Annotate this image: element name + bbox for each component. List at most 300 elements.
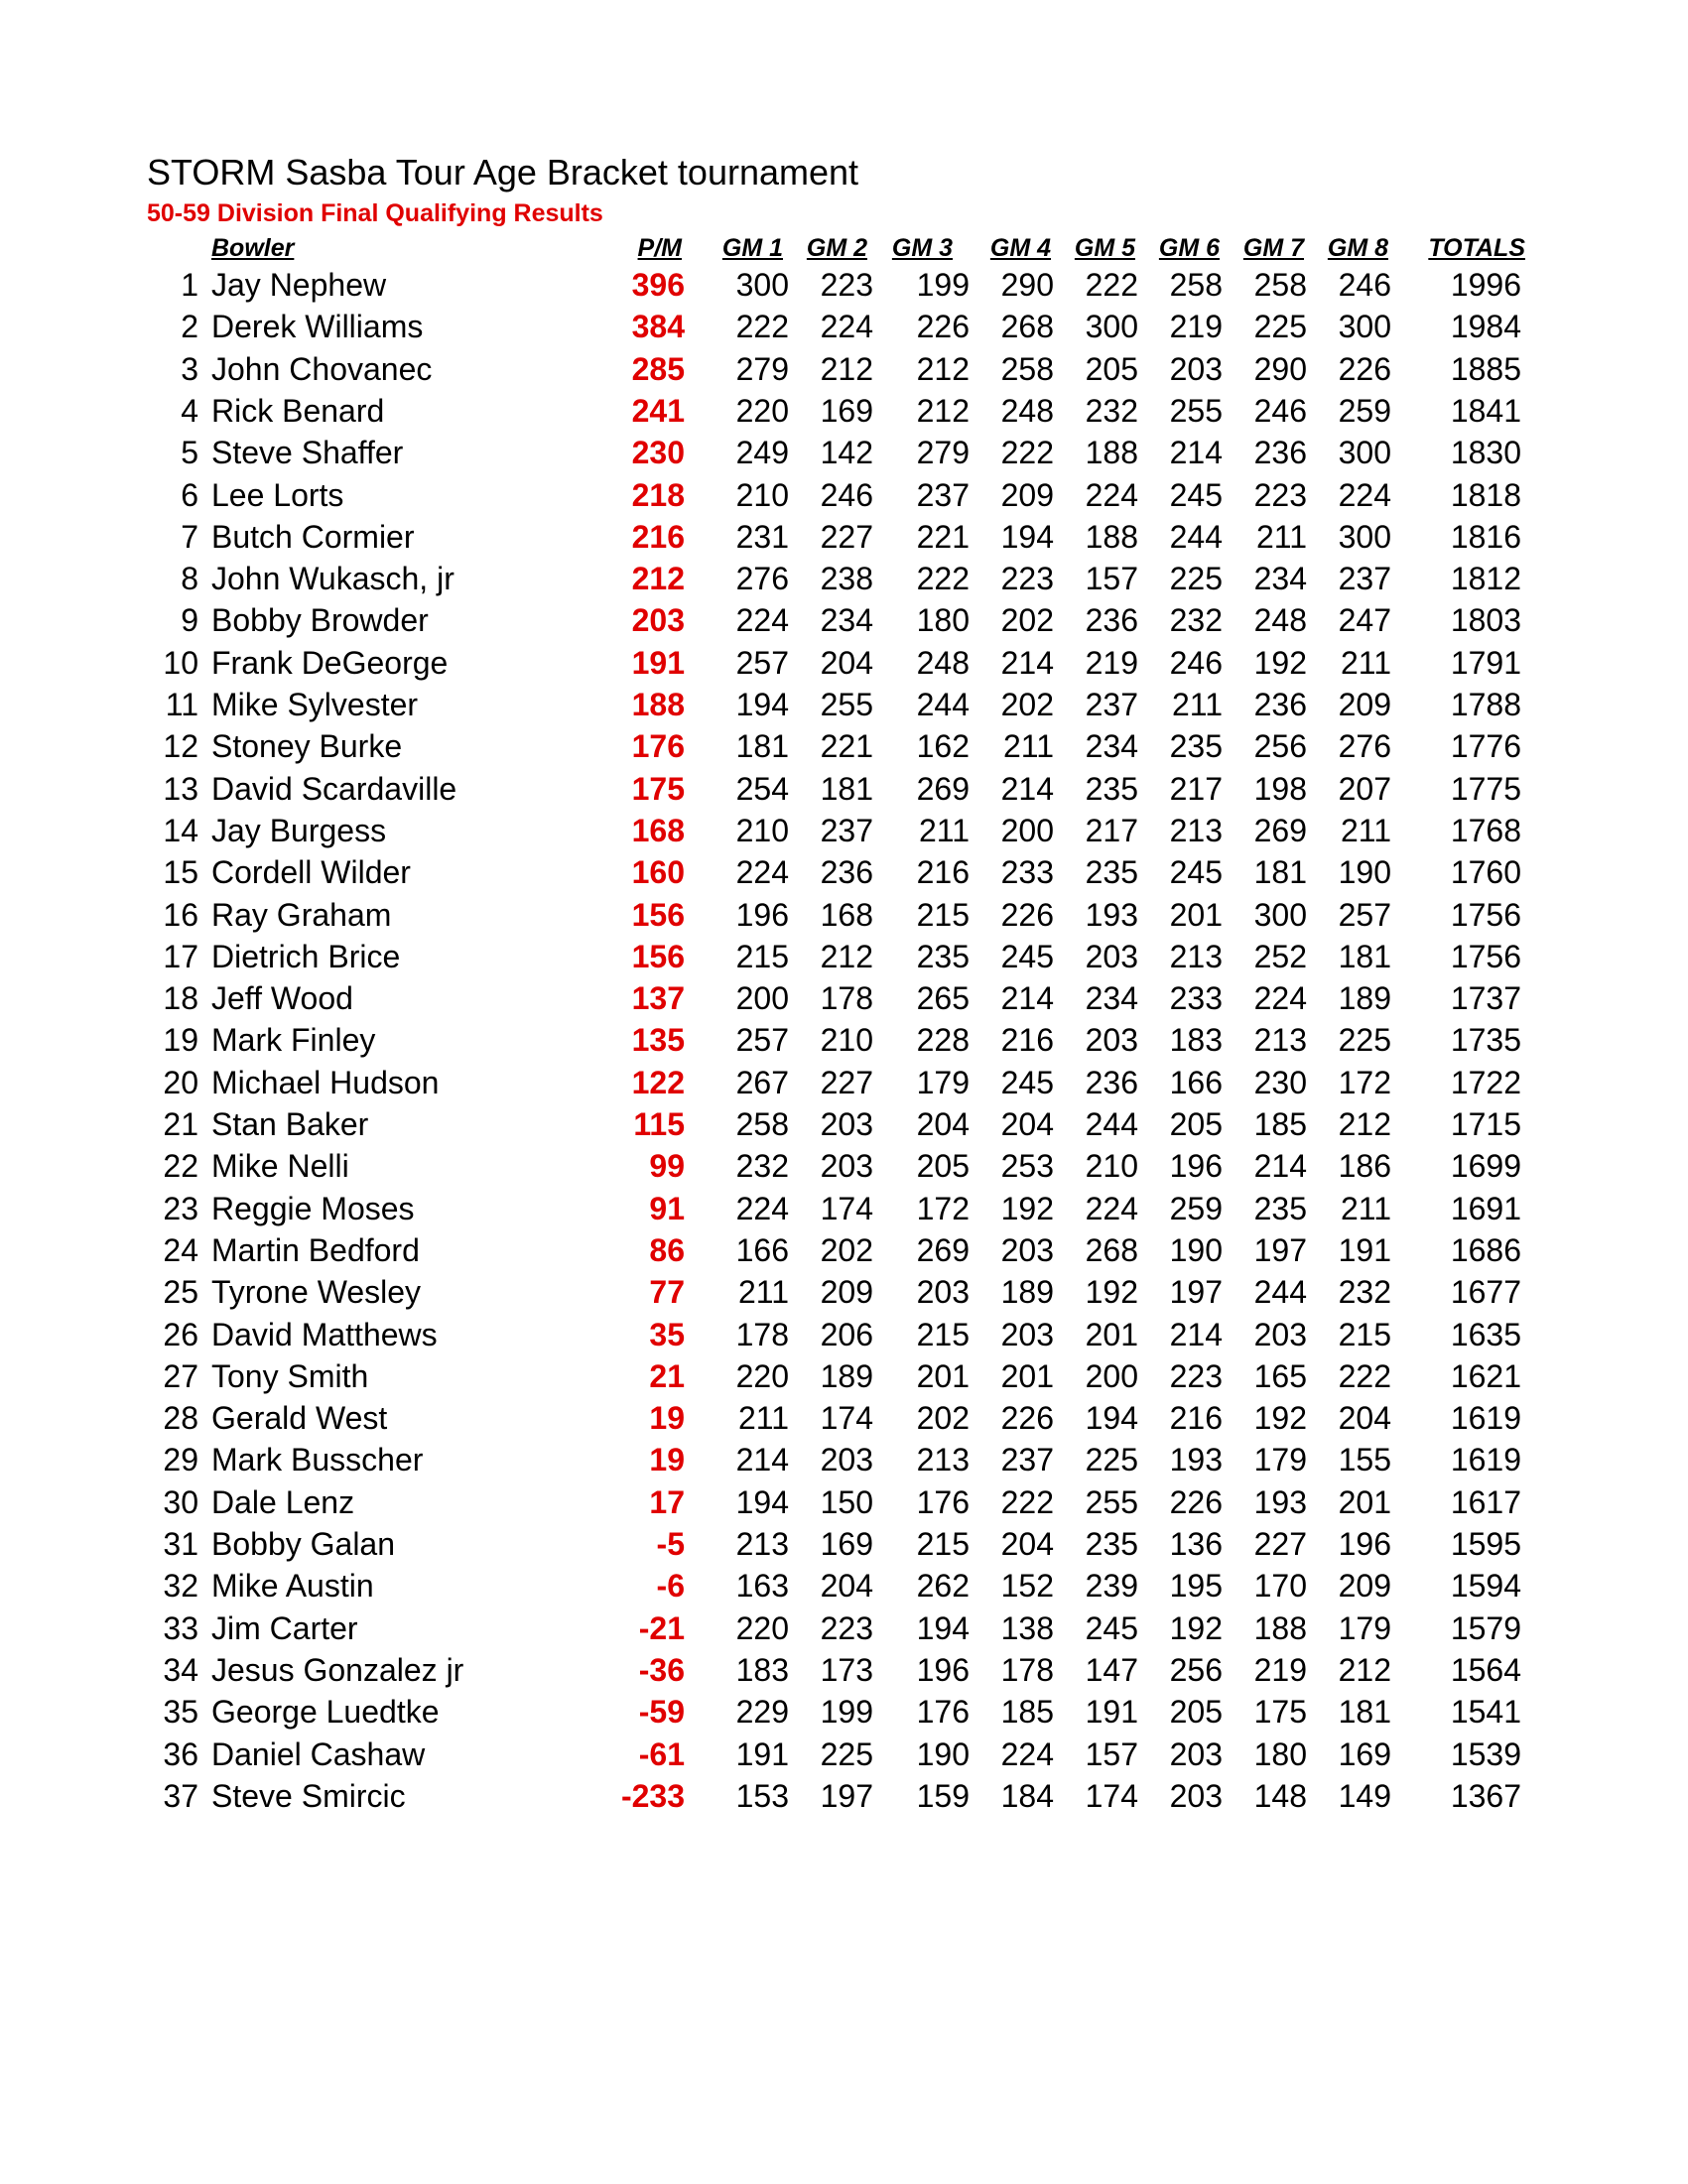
total-cell: 1788 bbox=[1450, 687, 1521, 722]
game-5-cell: 255 bbox=[1085, 1483, 1138, 1520]
table-row bbox=[0, 1523, 1688, 1565]
table-row bbox=[0, 936, 1688, 977]
header-gm-3: GM 3 bbox=[891, 234, 953, 262]
game-1-cell: 224 bbox=[735, 1190, 789, 1226]
game-1-cell: 211 bbox=[737, 1400, 789, 1437]
game-7-cell: 234 bbox=[1253, 561, 1307, 597]
bowler-name-cell: John Wukasch, jr bbox=[211, 561, 454, 597]
rank-cell: 14 bbox=[163, 812, 198, 848]
game-6-cell: 201 bbox=[1169, 896, 1223, 933]
rank-cell: 27 bbox=[163, 1357, 198, 1394]
game-7-cell: 223 bbox=[1253, 476, 1307, 513]
game-3-cell: 237 bbox=[916, 476, 970, 513]
game-5-cell: 174 bbox=[1085, 1777, 1138, 1814]
game-1-cell: 191 bbox=[735, 1735, 789, 1772]
header-pm: P/M bbox=[637, 234, 682, 262]
game-3-cell: 211 bbox=[918, 812, 970, 848]
results-table bbox=[0, 232, 1688, 1820]
game-5-cell: 236 bbox=[1085, 1064, 1138, 1100]
bowler-name-cell: Stan Baker bbox=[211, 1106, 369, 1142]
game-4-cell: 204 bbox=[1000, 1526, 1054, 1562]
game-6-cell: 193 bbox=[1169, 1442, 1223, 1478]
game-4-cell: 214 bbox=[1000, 644, 1054, 681]
total-cell: 1776 bbox=[1450, 728, 1521, 765]
rank-cell: 18 bbox=[163, 980, 198, 1017]
game-6-cell: 205 bbox=[1169, 1694, 1223, 1731]
game-8-cell: 225 bbox=[1338, 1022, 1391, 1059]
bowler-name-cell: Butch Cormier bbox=[211, 518, 415, 555]
total-cell: 1996 bbox=[1450, 267, 1521, 303]
game-3-cell: 212 bbox=[916, 350, 970, 387]
game-4-cell: 209 bbox=[1000, 476, 1054, 513]
game-8-cell: 201 bbox=[1338, 1483, 1391, 1520]
game-7-cell: 258 bbox=[1253, 267, 1307, 303]
game-3-cell: 222 bbox=[916, 561, 970, 597]
game-8-cell: 196 bbox=[1338, 1526, 1391, 1562]
game-7-cell: 256 bbox=[1253, 728, 1307, 765]
pm-cell: -5 bbox=[656, 1526, 685, 1562]
game-5-cell: 205 bbox=[1085, 350, 1138, 387]
table-row bbox=[0, 1439, 1688, 1480]
game-4-cell: 201 bbox=[1000, 1357, 1054, 1394]
bowler-name-cell: Jeff Wood bbox=[211, 980, 353, 1017]
pm-cell: -59 bbox=[638, 1694, 685, 1731]
bowler-name-cell: Jay Nephew bbox=[211, 267, 387, 303]
game-4-cell: 200 bbox=[1000, 812, 1054, 848]
game-5-cell: 236 bbox=[1085, 602, 1138, 639]
rank-cell: 34 bbox=[163, 1651, 198, 1688]
bowler-name-cell: David Scardaville bbox=[211, 770, 457, 807]
bowler-name-cell: Rick Benard bbox=[211, 392, 385, 429]
bowler-name-cell: Michael Hudson bbox=[211, 1064, 440, 1100]
pm-cell: 176 bbox=[631, 728, 685, 765]
rank-cell: 9 bbox=[181, 602, 198, 639]
total-cell: 1791 bbox=[1450, 644, 1521, 681]
game-2-cell: 237 bbox=[820, 812, 873, 848]
game-4-cell: 258 bbox=[1000, 350, 1054, 387]
game-5-cell: 217 bbox=[1085, 812, 1138, 848]
game-8-cell: 222 bbox=[1338, 1357, 1391, 1394]
game-8-cell: 237 bbox=[1338, 561, 1391, 597]
game-8-cell: 257 bbox=[1338, 896, 1391, 933]
game-3-cell: 180 bbox=[916, 602, 970, 639]
game-7-cell: 197 bbox=[1253, 1231, 1307, 1268]
game-2-cell: 238 bbox=[820, 561, 873, 597]
total-cell: 1595 bbox=[1450, 1526, 1521, 1562]
game-2-cell: 202 bbox=[820, 1231, 873, 1268]
game-4-cell: 248 bbox=[1000, 392, 1054, 429]
game-5-cell: 210 bbox=[1085, 1148, 1138, 1185]
pm-cell: 156 bbox=[631, 938, 685, 974]
game-3-cell: 204 bbox=[916, 1106, 970, 1142]
bowler-name-cell: Jesus Gonzalez jr bbox=[211, 1651, 464, 1688]
game-1-cell: 231 bbox=[735, 518, 789, 555]
pm-cell: 188 bbox=[631, 687, 685, 722]
bowler-name-cell: Mark Finley bbox=[211, 1022, 376, 1059]
game-2-cell: 174 bbox=[820, 1400, 873, 1437]
game-7-cell: 214 bbox=[1253, 1148, 1307, 1185]
game-7-cell: 248 bbox=[1253, 602, 1307, 639]
bowler-name-cell: Jim Carter bbox=[211, 1609, 358, 1646]
game-6-cell: 245 bbox=[1169, 854, 1223, 891]
game-5-cell: 194 bbox=[1085, 1400, 1138, 1437]
game-3-cell: 215 bbox=[916, 1526, 970, 1562]
rank-cell: 3 bbox=[181, 350, 198, 387]
game-7-cell: 300 bbox=[1253, 896, 1307, 933]
bowler-name-cell: Stoney Burke bbox=[211, 728, 403, 765]
game-4-cell: 245 bbox=[1000, 938, 1054, 974]
rank-cell: 16 bbox=[163, 896, 198, 933]
pm-cell: 99 bbox=[649, 1148, 685, 1185]
game-5-cell: 244 bbox=[1085, 1106, 1138, 1142]
game-3-cell: 228 bbox=[916, 1022, 970, 1059]
game-8-cell: 179 bbox=[1338, 1609, 1391, 1646]
game-6-cell: 214 bbox=[1169, 435, 1223, 471]
game-8-cell: 181 bbox=[1338, 1694, 1391, 1731]
table-row bbox=[0, 1145, 1688, 1187]
total-cell: 1756 bbox=[1450, 896, 1521, 933]
game-5-cell: 191 bbox=[1085, 1694, 1138, 1731]
pm-cell: 156 bbox=[631, 896, 685, 933]
game-3-cell: 190 bbox=[916, 1735, 970, 1772]
game-1-cell: 210 bbox=[735, 476, 789, 513]
game-8-cell: 212 bbox=[1338, 1651, 1391, 1688]
game-1-cell: 222 bbox=[735, 309, 789, 345]
game-7-cell: 224 bbox=[1253, 980, 1307, 1017]
game-8-cell: 186 bbox=[1338, 1148, 1391, 1185]
rank-cell: 11 bbox=[165, 687, 198, 722]
rank-cell: 32 bbox=[163, 1568, 198, 1605]
pm-cell: 21 bbox=[649, 1357, 685, 1394]
game-7-cell: 165 bbox=[1253, 1357, 1307, 1394]
game-6-cell: 244 bbox=[1169, 518, 1223, 555]
game-5-cell: 235 bbox=[1085, 854, 1138, 891]
total-cell: 1539 bbox=[1450, 1735, 1521, 1772]
game-8-cell: 246 bbox=[1338, 267, 1391, 303]
game-1-cell: 258 bbox=[735, 1106, 789, 1142]
table-row bbox=[0, 684, 1688, 725]
game-7-cell: 179 bbox=[1253, 1442, 1307, 1478]
table-row bbox=[0, 851, 1688, 893]
game-1-cell: 200 bbox=[735, 980, 789, 1017]
game-3-cell: 203 bbox=[916, 1274, 970, 1311]
bowler-name-cell: Jay Burgess bbox=[211, 812, 387, 848]
table-row bbox=[0, 1355, 1688, 1397]
total-cell: 1768 bbox=[1450, 812, 1521, 848]
game-4-cell: 138 bbox=[1000, 1609, 1054, 1646]
table-row bbox=[0, 306, 1688, 347]
game-4-cell: 224 bbox=[1000, 1735, 1054, 1772]
game-2-cell: 204 bbox=[820, 1568, 873, 1605]
table-row bbox=[0, 1271, 1688, 1313]
game-4-cell: 152 bbox=[1000, 1568, 1054, 1605]
game-3-cell: 212 bbox=[916, 392, 970, 429]
game-3-cell: 269 bbox=[916, 770, 970, 807]
game-4-cell: 214 bbox=[1000, 770, 1054, 807]
page-title: STORM Sasba Tour Age Bracket tournament bbox=[147, 152, 859, 193]
rank-cell: 4 bbox=[181, 392, 198, 429]
game-6-cell: 233 bbox=[1169, 980, 1223, 1017]
game-6-cell: 223 bbox=[1169, 1357, 1223, 1394]
bowler-name-cell: Steve Shaffer bbox=[211, 435, 404, 471]
game-1-cell: 181 bbox=[735, 728, 789, 765]
game-2-cell: 212 bbox=[820, 938, 873, 974]
pm-cell: 17 bbox=[649, 1483, 685, 1520]
game-5-cell: 157 bbox=[1085, 1735, 1138, 1772]
game-3-cell: 226 bbox=[916, 309, 970, 345]
total-cell: 1686 bbox=[1450, 1231, 1521, 1268]
table-row bbox=[0, 1019, 1688, 1061]
game-2-cell: 142 bbox=[820, 435, 873, 471]
game-8-cell: 224 bbox=[1338, 476, 1391, 513]
bowler-name-cell: Martin Bedford bbox=[211, 1231, 420, 1268]
game-5-cell: 201 bbox=[1085, 1316, 1138, 1352]
rank-cell: 15 bbox=[163, 854, 198, 891]
game-6-cell: 205 bbox=[1169, 1106, 1223, 1142]
game-8-cell: 209 bbox=[1338, 1568, 1391, 1605]
table-row bbox=[0, 1062, 1688, 1103]
total-cell: 1760 bbox=[1450, 854, 1521, 891]
table-row bbox=[0, 977, 1688, 1019]
game-7-cell: 193 bbox=[1253, 1483, 1307, 1520]
bowler-name-cell: Mike Austin bbox=[211, 1568, 374, 1605]
total-cell: 1619 bbox=[1450, 1442, 1521, 1478]
game-4-cell: 226 bbox=[1000, 896, 1054, 933]
game-2-cell: 221 bbox=[820, 728, 873, 765]
game-2-cell: 209 bbox=[820, 1274, 873, 1311]
game-1-cell: 211 bbox=[737, 1274, 789, 1311]
bowler-name-cell: George Luedtke bbox=[211, 1694, 440, 1731]
game-8-cell: 149 bbox=[1338, 1777, 1391, 1814]
game-5-cell: 245 bbox=[1085, 1609, 1138, 1646]
table-row bbox=[0, 1565, 1688, 1606]
game-2-cell: 189 bbox=[820, 1357, 873, 1394]
game-5-cell: 222 bbox=[1085, 267, 1138, 303]
game-6-cell: 195 bbox=[1169, 1568, 1223, 1605]
bowler-name-cell: Gerald West bbox=[211, 1400, 388, 1437]
game-4-cell: 203 bbox=[1000, 1231, 1054, 1268]
game-6-cell: 214 bbox=[1169, 1316, 1223, 1352]
rank-cell: 37 bbox=[163, 1777, 198, 1814]
bowler-name-cell: Dale Lenz bbox=[211, 1483, 355, 1520]
rank-cell: 20 bbox=[163, 1064, 198, 1100]
game-3-cell: 162 bbox=[916, 728, 970, 765]
game-8-cell: 211 bbox=[1340, 644, 1391, 681]
pm-cell: -6 bbox=[656, 1568, 685, 1605]
bowler-name-cell: Mark Busscher bbox=[211, 1442, 424, 1478]
total-cell: 1691 bbox=[1450, 1190, 1521, 1226]
game-1-cell: 153 bbox=[735, 1777, 789, 1814]
rank-cell: 5 bbox=[181, 435, 198, 471]
game-7-cell: 290 bbox=[1253, 350, 1307, 387]
game-3-cell: 279 bbox=[916, 435, 970, 471]
table-row bbox=[0, 432, 1688, 473]
game-2-cell: 173 bbox=[820, 1651, 873, 1688]
game-3-cell: 176 bbox=[916, 1694, 970, 1731]
pm-cell: -36 bbox=[638, 1651, 685, 1688]
total-cell: 1564 bbox=[1450, 1651, 1521, 1688]
game-1-cell: 166 bbox=[735, 1231, 789, 1268]
game-4-cell: 203 bbox=[1000, 1316, 1054, 1352]
game-5-cell: 188 bbox=[1085, 518, 1138, 555]
game-8-cell: 259 bbox=[1338, 392, 1391, 429]
game-2-cell: 169 bbox=[820, 1526, 873, 1562]
total-cell: 1885 bbox=[1450, 350, 1521, 387]
game-1-cell: 300 bbox=[735, 267, 789, 303]
game-3-cell: 244 bbox=[916, 687, 970, 722]
pm-cell: -61 bbox=[638, 1735, 685, 1772]
game-7-cell: 235 bbox=[1253, 1190, 1307, 1226]
game-7-cell: 227 bbox=[1253, 1526, 1307, 1562]
table-row bbox=[0, 1188, 1688, 1229]
game-7-cell: 175 bbox=[1253, 1694, 1307, 1731]
page-subtitle: 50-59 Division Final Qualifying Results bbox=[147, 199, 603, 227]
game-4-cell: 253 bbox=[1000, 1148, 1054, 1185]
game-8-cell: 207 bbox=[1338, 770, 1391, 807]
bowler-name-cell: Bobby Galan bbox=[211, 1526, 396, 1562]
table-row bbox=[0, 1229, 1688, 1271]
game-8-cell: 300 bbox=[1338, 309, 1391, 345]
game-3-cell: 265 bbox=[916, 980, 970, 1017]
game-2-cell: 181 bbox=[820, 770, 873, 807]
rank-cell: 29 bbox=[163, 1442, 198, 1478]
game-3-cell: 215 bbox=[916, 1316, 970, 1352]
game-1-cell: 267 bbox=[735, 1064, 789, 1100]
game-3-cell: 205 bbox=[916, 1148, 970, 1185]
game-1-cell: 224 bbox=[735, 854, 789, 891]
header-gm-7: GM 7 bbox=[1242, 234, 1304, 262]
game-7-cell: 230 bbox=[1253, 1064, 1307, 1100]
pm-cell: 135 bbox=[631, 1022, 685, 1059]
game-6-cell: 213 bbox=[1169, 938, 1223, 974]
game-2-cell: 234 bbox=[820, 602, 873, 639]
game-6-cell: 136 bbox=[1169, 1526, 1223, 1562]
game-4-cell: 237 bbox=[1000, 1442, 1054, 1478]
game-6-cell: 217 bbox=[1169, 770, 1223, 807]
table-row bbox=[0, 1103, 1688, 1145]
game-6-cell: 235 bbox=[1169, 728, 1223, 765]
game-2-cell: 150 bbox=[820, 1483, 873, 1520]
pm-cell: 77 bbox=[649, 1274, 685, 1311]
game-5-cell: 203 bbox=[1085, 1022, 1138, 1059]
bowler-name-cell: Cordell Wilder bbox=[211, 854, 411, 891]
total-cell: 1541 bbox=[1450, 1694, 1521, 1731]
game-3-cell: 172 bbox=[916, 1190, 970, 1226]
pm-cell: 218 bbox=[631, 476, 685, 513]
game-5-cell: 232 bbox=[1085, 392, 1138, 429]
game-7-cell: 219 bbox=[1253, 1651, 1307, 1688]
game-1-cell: 249 bbox=[735, 435, 789, 471]
rank-cell: 2 bbox=[181, 309, 198, 345]
pm-cell: 285 bbox=[631, 350, 685, 387]
game-4-cell: 216 bbox=[1000, 1022, 1054, 1059]
game-8-cell: 191 bbox=[1338, 1231, 1391, 1268]
total-cell: 1621 bbox=[1450, 1357, 1521, 1394]
game-2-cell: 246 bbox=[820, 476, 873, 513]
bowler-name-cell: Dietrich Brice bbox=[211, 938, 401, 974]
pm-cell: -233 bbox=[620, 1777, 685, 1814]
game-5-cell: 219 bbox=[1085, 644, 1138, 681]
game-7-cell: 213 bbox=[1253, 1022, 1307, 1059]
pm-cell: 115 bbox=[633, 1106, 685, 1142]
game-5-cell: 200 bbox=[1085, 1357, 1138, 1394]
pm-cell: 160 bbox=[631, 854, 685, 891]
bowler-name-cell: Lee Lorts bbox=[211, 476, 344, 513]
game-4-cell: 233 bbox=[1000, 854, 1054, 891]
game-7-cell: 192 bbox=[1253, 644, 1307, 681]
table-row bbox=[0, 599, 1688, 641]
game-8-cell: 172 bbox=[1338, 1064, 1391, 1100]
game-6-cell: 246 bbox=[1169, 644, 1223, 681]
game-5-cell: 203 bbox=[1085, 938, 1138, 974]
game-7-cell: 244 bbox=[1253, 1274, 1307, 1311]
bowler-name-cell: Mike Nelli bbox=[211, 1148, 349, 1185]
game-6-cell: 256 bbox=[1169, 1651, 1223, 1688]
game-6-cell: 203 bbox=[1169, 1777, 1223, 1814]
rank-cell: 30 bbox=[163, 1483, 198, 1520]
game-4-cell: 189 bbox=[1000, 1274, 1054, 1311]
pm-cell: 230 bbox=[631, 435, 685, 471]
game-8-cell: 276 bbox=[1338, 728, 1391, 765]
game-7-cell: 188 bbox=[1253, 1609, 1307, 1646]
game-6-cell: 203 bbox=[1169, 1735, 1223, 1772]
game-5-cell: 157 bbox=[1085, 561, 1138, 597]
game-6-cell: 196 bbox=[1169, 1148, 1223, 1185]
game-7-cell: 170 bbox=[1253, 1568, 1307, 1605]
table-row bbox=[0, 474, 1688, 516]
game-6-cell: 197 bbox=[1169, 1274, 1223, 1311]
pm-cell: 191 bbox=[631, 644, 685, 681]
game-4-cell: 222 bbox=[1000, 1483, 1054, 1520]
game-2-cell: 223 bbox=[820, 267, 873, 303]
game-6-cell: 183 bbox=[1169, 1022, 1223, 1059]
game-4-cell: 268 bbox=[1000, 309, 1054, 345]
game-3-cell: 213 bbox=[916, 1442, 970, 1478]
bowler-name-cell: Bobby Browder bbox=[211, 602, 429, 639]
bowler-name-cell: Mike Sylvester bbox=[211, 687, 419, 722]
game-2-cell: 204 bbox=[820, 644, 873, 681]
game-2-cell: 255 bbox=[820, 687, 873, 722]
table-row bbox=[0, 1481, 1688, 1523]
game-4-cell: 204 bbox=[1000, 1106, 1054, 1142]
game-8-cell: 155 bbox=[1338, 1442, 1391, 1478]
total-cell: 1737 bbox=[1450, 980, 1521, 1017]
game-5-cell: 239 bbox=[1085, 1568, 1138, 1605]
pm-cell: 216 bbox=[631, 518, 685, 555]
game-3-cell: 194 bbox=[916, 1609, 970, 1646]
game-1-cell: 210 bbox=[735, 812, 789, 848]
game-4-cell: 245 bbox=[1000, 1064, 1054, 1100]
game-6-cell: 211 bbox=[1171, 687, 1223, 722]
rank-cell: 17 bbox=[163, 938, 198, 974]
game-6-cell: 226 bbox=[1169, 1483, 1223, 1520]
total-cell: 1715 bbox=[1450, 1106, 1521, 1142]
game-3-cell: 262 bbox=[916, 1568, 970, 1605]
game-2-cell: 206 bbox=[820, 1316, 873, 1352]
game-1-cell: 196 bbox=[735, 896, 789, 933]
rank-cell: 28 bbox=[163, 1400, 198, 1437]
game-6-cell: 232 bbox=[1169, 602, 1223, 639]
pm-cell: 384 bbox=[631, 309, 685, 345]
game-4-cell: 202 bbox=[1000, 687, 1054, 722]
game-5-cell: 234 bbox=[1085, 980, 1138, 1017]
game-3-cell: 221 bbox=[916, 518, 970, 555]
game-4-cell: 223 bbox=[1000, 561, 1054, 597]
game-4-cell: 185 bbox=[1000, 1694, 1054, 1731]
table-row bbox=[0, 1314, 1688, 1355]
table-row bbox=[0, 725, 1688, 767]
game-5-cell: 224 bbox=[1085, 476, 1138, 513]
